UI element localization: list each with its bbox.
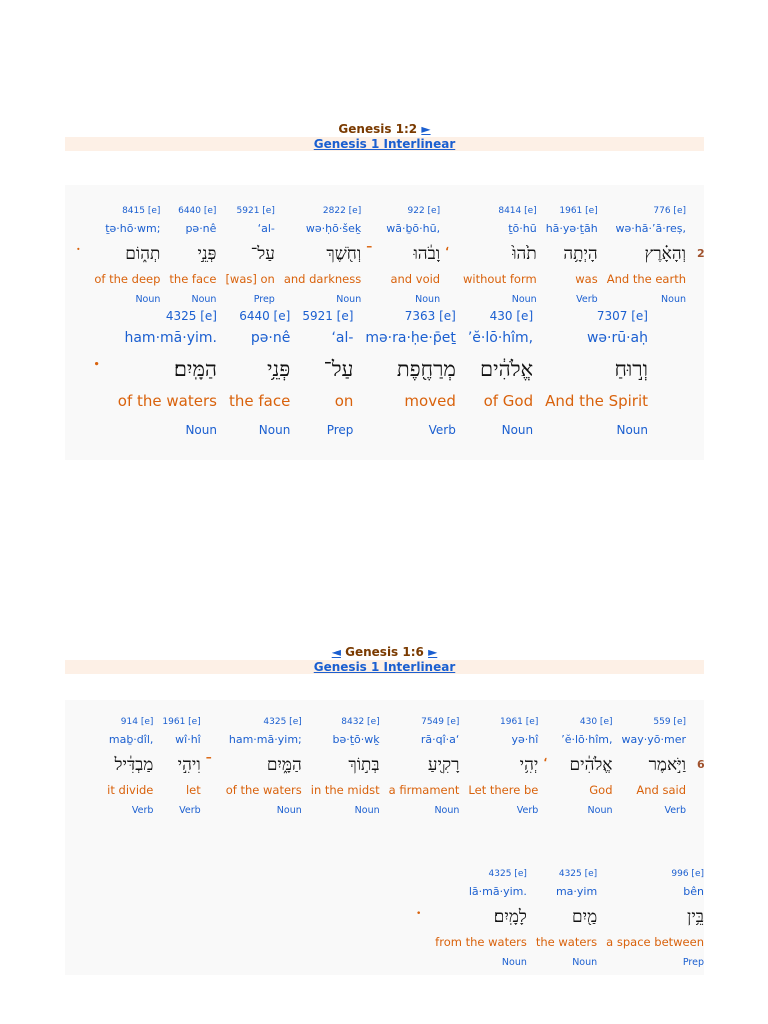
part-of-speech: Prep: [682, 957, 704, 968]
verse-number: 2: [697, 247, 705, 260]
transliteration: wə·rū·aḥ: [586, 330, 648, 346]
strongs-number-link[interactable]: 914 [e]: [120, 717, 154, 727]
hebrew-word: בְּת֣וֹךְ: [348, 755, 380, 775]
word-cell: [386, 203, 440, 309]
transliteration: wî·hî: [175, 733, 201, 746]
transliteration: ṯə·hō·wm;: [105, 222, 161, 235]
punct-mark: .: [416, 902, 422, 918]
english-gloss-link[interactable]: of the waters: [117, 392, 217, 410]
english-gloss-link[interactable]: of the deep: [94, 272, 161, 286]
word-cell: [468, 714, 538, 820]
hebrew-word: וְחֹ֖שֶׁךְ: [326, 244, 362, 264]
part-of-speech: Noun: [336, 294, 362, 305]
hebrew-word: יְהִ֥י: [519, 755, 539, 775]
next-verse-arrow[interactable]: ►: [421, 122, 431, 136]
strongs-number-link[interactable]: 7549 [e]: [421, 717, 460, 727]
transliteration: bên: [683, 885, 704, 898]
word-cell: [622, 714, 687, 820]
word-cell: [463, 203, 537, 309]
interlinear-link[interactable]: Genesis 1 Interlinear: [313, 137, 456, 151]
hebrew-word: מַ֖יִם: [572, 907, 598, 927]
word-cell: [536, 866, 597, 972]
english-gloss-link[interactable]: in the midst: [310, 783, 380, 797]
english-gloss-link[interactable]: And the Spirit: [545, 392, 648, 410]
strongs-number-link[interactable]: 8432 [e]: [341, 717, 380, 727]
strongs-number-link[interactable]: 5921 [e]: [236, 206, 275, 216]
verse-title-text: Genesis 1:2: [338, 122, 418, 136]
english-gloss-link[interactable]: without form: [462, 272, 537, 286]
part-of-speech: Verb: [576, 294, 598, 305]
strongs-number-link[interactable]: 6440 [e]: [178, 206, 217, 216]
strongs-number-link[interactable]: 1961 [e]: [162, 717, 201, 727]
word-row: [411, 866, 704, 972]
english-gloss-link[interactable]: and darkness: [283, 272, 362, 286]
punctuation: [76, 203, 80, 253]
punctuation: [445, 203, 449, 253]
strongs-number-link[interactable]: 1961 [e]: [500, 717, 539, 727]
punctuation: [366, 203, 372, 253]
english-gloss-link[interactable]: [was] on: [225, 272, 275, 286]
word-row-clip: [60, 305, 648, 455]
word-cell: [545, 305, 648, 443]
transliteration: bə·ṯō·wḵ: [332, 733, 380, 746]
interlinear-link[interactable]: Genesis 1 Interlinear: [313, 660, 456, 674]
hebrew-word: מְרַחֶ֖פֶת: [396, 357, 456, 381]
word-row: [98, 714, 686, 820]
english-gloss-link[interactable]: Let there be: [468, 783, 539, 797]
transliteration: ‘al-: [257, 222, 275, 235]
strongs-number-link[interactable]: 4325 [e]: [488, 869, 527, 879]
strongs-number-link[interactable]: 996 [e]: [671, 869, 704, 879]
english-gloss-link[interactable]: it divide: [107, 783, 154, 797]
punct-mark: –: [366, 239, 373, 253]
word-cell: [606, 866, 704, 972]
part-of-speech: Verb: [131, 805, 154, 816]
word-cell: [226, 714, 302, 820]
strongs-number-link[interactable]: 430 [e]: [579, 717, 613, 727]
part-of-speech: Noun: [191, 294, 217, 305]
part-of-speech: Noun: [511, 294, 537, 305]
transliteration: ham·mā·yim.: [124, 330, 217, 346]
strongs-number-link[interactable]: 8415 [e]: [122, 206, 161, 216]
part-of-speech: Noun: [415, 294, 441, 305]
english-gloss-link[interactable]: of God: [483, 392, 534, 410]
part-of-speech: Noun: [354, 805, 380, 816]
english-gloss-link[interactable]: and void: [390, 272, 441, 286]
transliteration: ’ĕ·lō·hîm,: [561, 733, 613, 746]
english-gloss-link[interactable]: was: [575, 272, 598, 286]
hebrew-word: רָקִ֖יעַ: [427, 755, 460, 775]
transliteration: wə·hā·’ā·reṣ,: [615, 222, 686, 235]
word-cell: [468, 305, 533, 443]
english-gloss-link[interactable]: a space between: [606, 935, 704, 949]
english-gloss-link[interactable]: And said: [636, 783, 686, 797]
part-of-speech: Verb: [516, 805, 539, 816]
strongs-number-link[interactable]: 5921 [e]: [302, 309, 354, 323]
punctuation: [94, 305, 100, 370]
part-of-speech: Noun: [661, 294, 686, 305]
transliteration: pə·nê: [250, 330, 291, 346]
strongs-number-link[interactable]: 559 [e]: [653, 717, 686, 727]
word-cell: [607, 203, 686, 309]
strongs-number-link[interactable]: 7307 [e]: [596, 309, 648, 323]
strongs-number-link[interactable]: 776 [e]: [653, 206, 686, 216]
punct-mark: ،: [543, 750, 548, 764]
transliteration: maḇ·dîl,: [108, 733, 154, 746]
strongs-number-link[interactable]: 6440 [e]: [239, 309, 291, 323]
word-cell: [311, 714, 380, 820]
word-row: [88, 305, 648, 443]
hebrew-word: מַבְדִּ֔יל: [114, 755, 154, 775]
word-cell: [302, 305, 353, 443]
english-gloss-link[interactable]: the face: [228, 392, 291, 410]
strongs-number-link[interactable]: 7363 [e]: [404, 309, 456, 323]
english-gloss-link[interactable]: God: [589, 783, 613, 797]
transliteration: rā·qî·a‘: [420, 733, 460, 746]
english-gloss-link[interactable]: from the waters: [435, 935, 527, 949]
hebrew-word: תֹ֙הוּ֙: [512, 244, 537, 264]
part-of-speech: Verb: [428, 423, 456, 437]
transliteration: wā·ḇō·hū,: [386, 222, 441, 235]
punctuation: [206, 714, 212, 764]
hebrew-word: הָיְתָ֥ה: [563, 244, 598, 264]
strongs-number-link[interactable]: 2822 [e]: [322, 206, 362, 216]
punct-mark: .: [93, 349, 100, 370]
hebrew-word: אֱלֹהִ֔ים: [480, 357, 534, 381]
word-cell: [94, 203, 160, 309]
english-gloss-link[interactable]: moved: [404, 392, 456, 410]
word-cell: [435, 866, 527, 972]
hebrew-word: וַיֹּ֣אמֶר: [648, 755, 686, 775]
part-of-speech: Noun: [572, 957, 598, 968]
transliteration: yə·hî: [511, 733, 539, 746]
punct-mark: .: [76, 239, 81, 253]
part-of-speech: Noun: [135, 294, 161, 305]
part-of-speech: Prep: [253, 294, 275, 305]
strongs-number-link[interactable]: 4325 [e]: [263, 717, 302, 727]
punctuation: [543, 714, 547, 764]
word-cell: [225, 203, 274, 309]
part-of-speech: Verb: [179, 805, 201, 816]
english-gloss-link[interactable]: let: [185, 783, 201, 797]
english-gloss-link[interactable]: on: [334, 392, 354, 410]
part-of-speech: Noun: [587, 805, 613, 816]
english-gloss-link[interactable]: the waters: [535, 935, 598, 949]
part-of-speech: Noun: [501, 423, 534, 437]
hebrew-word: בֵּ֥ין: [687, 907, 704, 927]
transliteration: wə·ḥō·šeḵ: [305, 222, 362, 235]
strongs-number-link[interactable]: 4325 [e]: [558, 869, 598, 879]
strongs-number-link[interactable]: 8414 [e]: [498, 206, 537, 216]
hebrew-word: וָבֹ֔הוּ: [413, 244, 441, 264]
transliteration: ma·yim: [555, 885, 598, 898]
part-of-speech: Noun: [258, 423, 291, 437]
english-gloss-link[interactable]: of the waters: [225, 783, 302, 797]
transliteration: pə·nê: [185, 222, 217, 235]
hebrew-word: לָמָֽיִם׃: [493, 907, 527, 927]
part-of-speech: Noun: [276, 805, 302, 816]
strongs-number-link[interactable]: 922 [e]: [407, 206, 441, 216]
strongs-number-link[interactable]: 430 [e]: [489, 309, 534, 323]
hebrew-word: תְה֑וֹם: [125, 244, 161, 264]
transliteration: hā·yə·ṯāh: [545, 222, 598, 235]
part-of-speech: Verb: [664, 805, 686, 816]
transliteration: mə·ra·ḥe·p̄eṯ: [365, 330, 456, 346]
word-cell: [107, 714, 153, 820]
hebrew-word: וִיהִ֣י: [177, 755, 201, 775]
hebrew-word: הַמָּ֑יִם: [266, 755, 302, 775]
english-gloss-link[interactable]: a firmament: [388, 783, 460, 797]
word-row: [71, 203, 686, 309]
part-of-speech: Noun: [616, 423, 648, 437]
word-cell: [162, 714, 200, 820]
word-cell: [169, 203, 216, 309]
hebrew-word: וְר֣וּחַ: [614, 357, 648, 381]
verse-title: [65, 122, 704, 137]
punctuation: [416, 866, 421, 918]
hebrew-word: פְּנֵ֥י: [266, 357, 291, 381]
hebrew-word: עַל־: [323, 357, 354, 381]
prev-verse-arrow[interactable]: ◄: [331, 645, 341, 659]
word-cell: [229, 305, 290, 443]
part-of-speech: Prep: [326, 423, 354, 437]
word-cell: [118, 305, 217, 443]
verse-number: 6: [697, 758, 705, 771]
part-of-speech: Noun: [434, 805, 460, 816]
punct-mark: ،: [445, 239, 449, 253]
section2-header: [65, 645, 704, 675]
transliteration: ṯō·hū: [508, 222, 537, 235]
hebrew-word: עַל־: [250, 244, 275, 264]
word-cell: [546, 203, 598, 309]
hebrew-word: וְהָאָ֗רֶץ: [644, 244, 686, 264]
verse-title: [65, 645, 704, 660]
word-cell: [284, 203, 361, 309]
hebrew-word: אֱלֹהִ֔ים: [569, 755, 613, 775]
part-of-speech: Noun: [501, 957, 527, 968]
punct-mark: –: [205, 750, 212, 764]
word-cell: [365, 305, 455, 443]
english-gloss-link[interactable]: the face: [169, 272, 217, 286]
transliteration: way·yō·mer: [621, 733, 686, 746]
transliteration: ham·mā·yim;: [228, 733, 302, 746]
strongs-number-link[interactable]: 4325 [e]: [165, 309, 217, 323]
word-cell: [561, 714, 612, 820]
strongs-number-link[interactable]: 1961 [e]: [559, 206, 598, 216]
transliteration: ‘al-: [331, 330, 354, 346]
next-verse-arrow[interactable]: ►: [428, 645, 438, 659]
transliteration: lā·mā·yim.: [468, 885, 527, 898]
hebrew-word: הַמָּֽיִם׃: [173, 357, 217, 381]
transliteration: ’ĕ·lō·hîm,: [467, 330, 534, 346]
english-gloss-link[interactable]: And the earth: [606, 272, 686, 286]
section1-header: [65, 122, 704, 152]
word-cell: [389, 714, 460, 820]
hebrew-word: פְּנֵ֣י: [197, 244, 217, 264]
verse-title-text: Genesis 1:6: [345, 645, 424, 659]
part-of-speech: Noun: [185, 423, 217, 437]
